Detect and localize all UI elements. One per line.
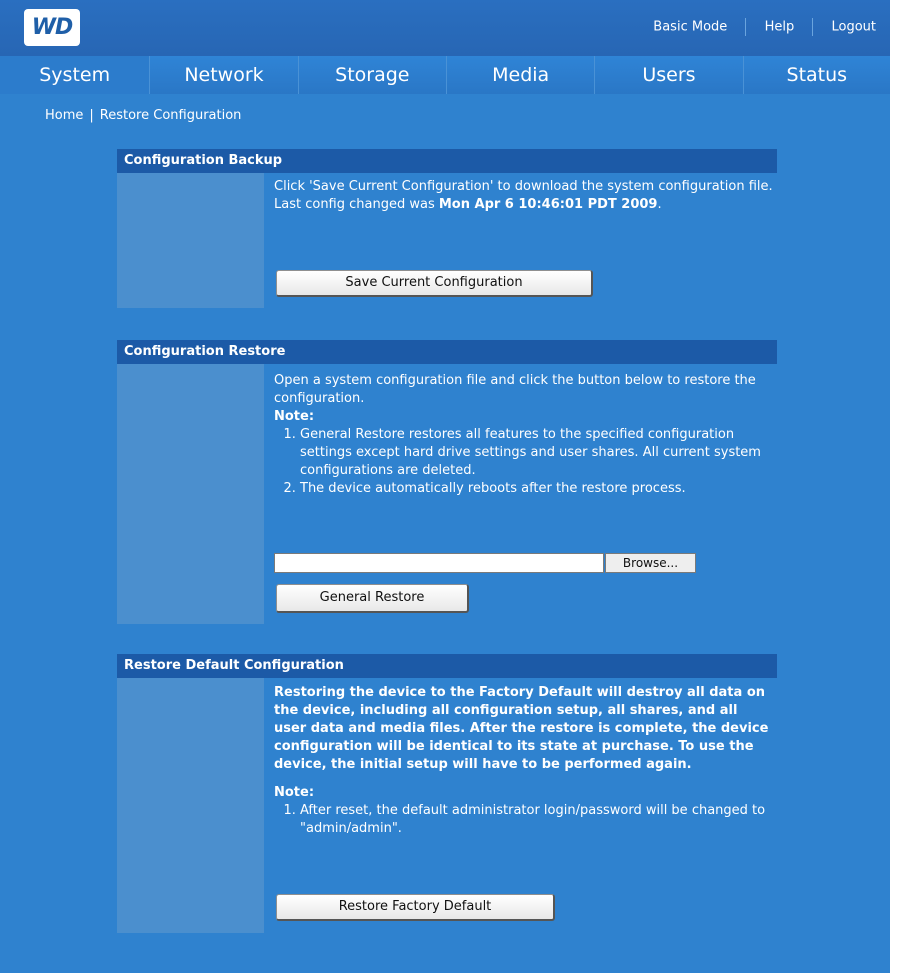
- wd-logo[interactable]: WD: [24, 9, 80, 46]
- factory-section: [117, 654, 777, 933]
- restore-section: [117, 340, 777, 624]
- restore-description: Open a system configuration file and click the button below to restore the configuration.: [274, 373, 756, 406]
- tab-status[interactable]: Status: [786, 64, 848, 86]
- list-item: 1. After reset, the default administrator login/password will be changed to "admin/admin".: [300, 802, 774, 838]
- page-edge: [890, 0, 898, 973]
- general-restore-button[interactable]: General Restore: [276, 584, 469, 613]
- factory-note-label: Note:: [274, 785, 315, 800]
- basic-mode-link[interactable]: Basic Mode: [653, 19, 728, 35]
- breadcrumb-current: Restore Configuration: [99, 108, 242, 123]
- help-link[interactable]: Help: [764, 19, 795, 35]
- restore-notes-list: [274, 426, 774, 498]
- tab-network[interactable]: Network: [150, 56, 298, 94]
- tab-users[interactable]: Users: [595, 56, 743, 94]
- restore-section-title: Configuration Restore: [117, 340, 777, 364]
- breadcrumb-separator: |: [89, 108, 94, 123]
- main-nav: [0, 56, 890, 94]
- tab-system[interactable]: System: [0, 56, 150, 94]
- divider: [812, 18, 813, 36]
- backup-description: Click 'Save Current Configuration' to download the system configuration file.: [274, 179, 773, 194]
- breadcrumb-home[interactable]: Home: [45, 108, 84, 123]
- restore-side-panel: [117, 364, 264, 624]
- divider: [745, 18, 746, 36]
- browse-button[interactable]: Browse...: [605, 553, 696, 573]
- factory-section-title: Restore Default Configuration: [117, 654, 777, 678]
- tab-storage[interactable]: Storage: [299, 56, 447, 94]
- factory-notes-list: [274, 802, 774, 838]
- top-bar: [0, 0, 898, 56]
- breadcrumb: [45, 108, 241, 123]
- restore-factory-default-button[interactable]: Restore Factory Default: [276, 894, 555, 921]
- factory-side-panel: [117, 678, 264, 933]
- last-changed-date: Mon Apr 6 10:46:01 PDT 2009: [438, 197, 658, 212]
- backup-last-changed: Last config changed was Mon Apr 6 10:46:01 PDT 2009.: [274, 197, 662, 212]
- logout-link[interactable]: Logout: [831, 19, 876, 35]
- tab-media[interactable]: Media: [447, 56, 595, 94]
- list-item: 2. The device automatically reboots after the restore process.: [300, 480, 774, 498]
- restore-note-label: Note:: [274, 409, 315, 424]
- config-file-input[interactable]: [274, 553, 604, 573]
- save-configuration-button[interactable]: Save Current Configuration: [276, 270, 593, 297]
- backup-section: [117, 149, 777, 308]
- list-item: 1. General Restore restores all features to the specified configuration settings except hard drive settings and user shares. All current system configurations are deleted.: [300, 426, 774, 480]
- factory-warning: Restoring the device to the Factory Default will destroy all data on the device, including all configuration setup, all shares, and all user data and media files. After the restore is complete, the device configuration will be identical to its state at purchase. To use the device, the initial setup will have to be performed again.: [274, 685, 769, 772]
- backup-section-title: Configuration Backup: [117, 149, 777, 173]
- backup-side-panel: [117, 173, 264, 308]
- top-links: [653, 18, 876, 36]
